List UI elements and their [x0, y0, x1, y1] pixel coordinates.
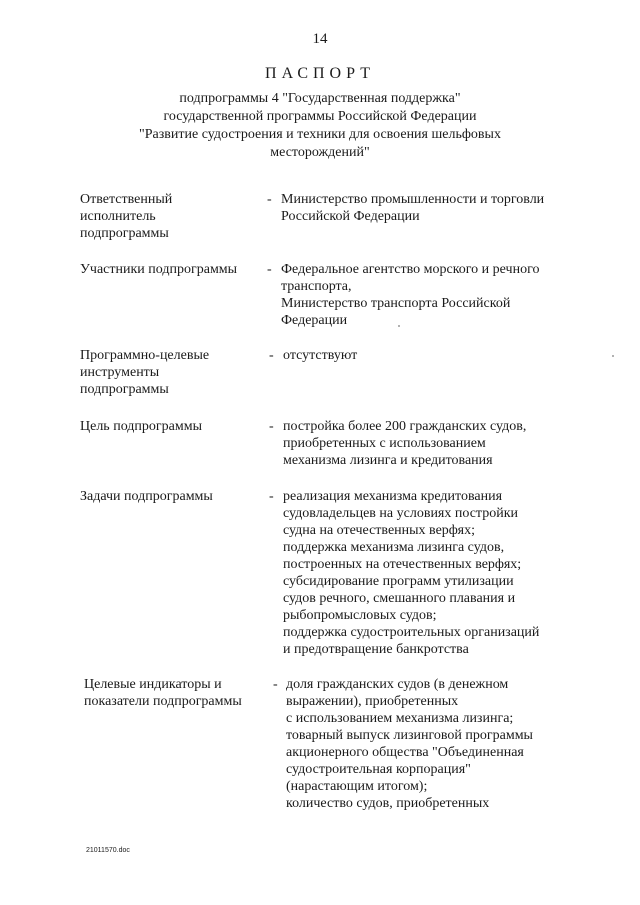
row-label-line: Целевые индикаторы и — [84, 677, 222, 692]
row-value-line: Российской Федерации — [281, 209, 420, 224]
row-value-line: субсидирование программ утилизации — [283, 574, 514, 589]
subtitle-line: "Развитие судостроения и техники для освоения шельфовых — [139, 127, 501, 142]
document-subtitle — [0, 90, 640, 162]
page-number: 14 — [312, 31, 328, 47]
row-label — [80, 261, 260, 278]
row-dash: - — [267, 262, 272, 277]
subtitle-line: подпрограммы 4 "Государственная поддержка" — [179, 91, 461, 106]
row-label-line: Программно-целевые — [80, 348, 210, 363]
row-label-line: Участники подпрограммы — [80, 262, 238, 277]
row-label-line: подпрограммы — [80, 226, 169, 241]
row-value-line: постройка более 200 гражданских судов, — [283, 419, 527, 434]
row-label — [84, 676, 264, 710]
row-value-line: товарный выпуск лизинговой программы — [286, 728, 533, 743]
row-value-line: акционерного общества "Объединенная — [286, 745, 524, 760]
footer-filename: 21011570.doc — [86, 847, 130, 854]
row-value-line: Министерство промышленности и торговли — [281, 192, 545, 207]
row-value-line: построенных на отечественных верфях; — [283, 557, 522, 572]
row-label-line: показатели подпрограммы — [84, 694, 242, 709]
row-value — [281, 191, 544, 225]
row-label-line: подпрограммы — [80, 382, 169, 397]
row-value — [283, 418, 526, 469]
row-value-line: количество судов, приобретенных — [286, 796, 490, 811]
row-dash: - — [269, 348, 274, 363]
row-label-line: Цель подпрограммы — [80, 419, 202, 434]
row-value-line: отсутствуют — [283, 348, 358, 363]
row-value-line: Федеральное агентство морского и речного — [281, 262, 540, 277]
row-value-line: рыбопромысловых судов; — [283, 608, 437, 623]
row-label-line: Задачи подпрограммы — [80, 489, 213, 504]
subtitle-line: государственной программы Российской Федерации — [163, 109, 477, 124]
row-value — [283, 488, 539, 658]
row-value-line: приобретенных с использованием — [283, 436, 486, 451]
row-label-line: Ответственный — [80, 192, 173, 207]
row-value-line: судов речного, смешанного плавания и — [283, 591, 516, 606]
row-value-line: транспорта, — [281, 279, 352, 294]
subtitle-line: месторождений" — [270, 145, 370, 160]
scan-speck — [612, 355, 614, 357]
row-value — [286, 676, 533, 812]
row-value-line: судовладельцев на условиях постройки — [283, 506, 518, 521]
row-label — [80, 418, 260, 435]
row-label — [80, 191, 260, 242]
row-value-line: и предотвращение банкротства — [283, 642, 469, 657]
row-value-line: доля гражданских судов (в денежном — [286, 677, 509, 692]
row-value — [283, 347, 357, 364]
row-value-line: поддержка судостроительных организаций — [283, 625, 540, 640]
row-dash: - — [269, 419, 274, 434]
row-value — [281, 261, 539, 329]
row-dash: - — [267, 192, 272, 207]
row-value-line: Федерации — [281, 313, 348, 328]
row-value-line: судостроительная корпорация" — [286, 762, 471, 777]
row-value-line: (нарастающим итогом); — [286, 779, 428, 794]
row-value-line: поддержка механизма лизинга судов, — [283, 540, 505, 555]
row-label-line: инструменты — [80, 365, 160, 380]
row-label — [80, 347, 260, 398]
row-value-line: с использованием механизма лизинга; — [286, 711, 514, 726]
row-label — [80, 488, 260, 505]
row-value-line: механизма лизинга и кредитования — [283, 453, 493, 468]
scan-speck — [398, 325, 400, 327]
row-value-line: реализация механизма кредитования — [283, 489, 503, 504]
row-label-line: исполнитель — [80, 209, 156, 224]
document-title: ПАСПОРТ — [265, 65, 375, 82]
row-value-line: Министерство транспорта Российской — [281, 296, 511, 311]
row-dash: - — [273, 677, 278, 692]
row-value-line: выражении), приобретенных — [286, 694, 459, 709]
row-value-line: судна на отечественных верфях; — [283, 523, 476, 538]
row-dash: - — [269, 489, 274, 504]
